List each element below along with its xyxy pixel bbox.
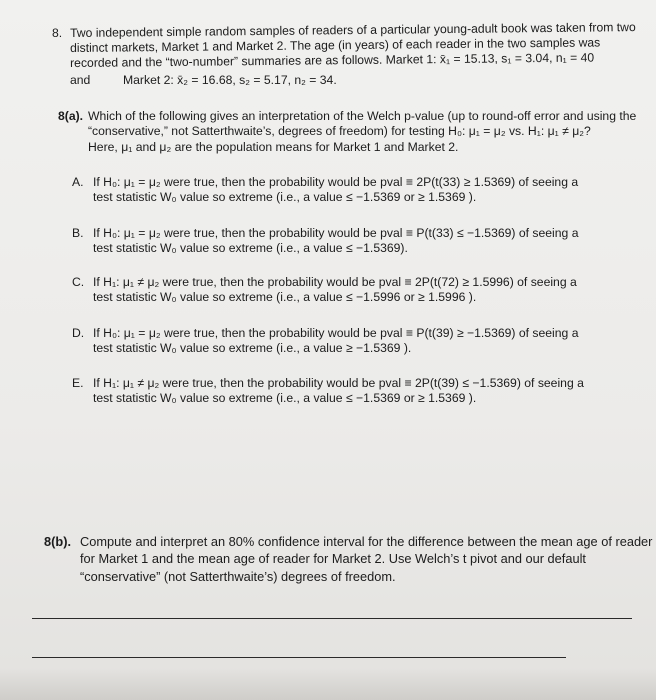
q8-line-1: Two independent simple random samples of readers of a particular young-adult book was taken from two	[70, 20, 636, 40]
option-b-letter: B.	[72, 226, 84, 240]
page-bottom-shadow	[0, 668, 656, 700]
option-b-line-2: test statistic W₀ value so extreme (i.e., a value ≤ −1.5369).	[93, 241, 408, 255]
option-e-line-2: test statistic W₀ value so extreme (i.e., a value ≤ −1.5369 or ≥ 1.5369 ).	[93, 391, 477, 405]
q8b-line-3: “conservative” (not Satterthwaite’s) degrees of freedom.	[80, 569, 396, 584]
option-e-line-1: If H₁: μ₁ ≠ μ₂ were true, then the probability would be pval ≡ 2P(t(39) ≤ −1.5369) of seeing a	[93, 376, 584, 390]
answer-line-2[interactable]	[32, 657, 566, 658]
option-d-line-1: If H₀: μ₁ = μ₂ were true, then the probability would be pval ≡ P(t(39) ≥ −1.5369) of seeing a	[93, 326, 579, 340]
q8b-label: 8(b).	[44, 534, 72, 549]
q8a-label: 8(a).	[58, 109, 84, 123]
q8-number: 8.	[52, 26, 63, 40]
q8b-line-1: Compute and interpret an 80% confidence interval for the difference between the mean age of reader	[80, 534, 653, 549]
option-c-line-2: test statistic W₀ value so extreme (i.e., a value ≤ −1.5996 or ≥ 1.5996 ).	[93, 290, 477, 304]
q8-line-3: recorded and the “two-number” summaries are as follows. Market 1: x̄₁ = 15.13, s₁ = 3.04, n₁ = 40	[70, 50, 595, 70]
option-d-line-2: test statistic W₀ value so extreme (i.e., a value ≥ −1.5369 ).	[93, 341, 412, 355]
option-c-letter: C.	[72, 275, 85, 289]
option-b-line-1: If H₀: μ₁ = μ₂ were true, then the probability would be pval ≡ P(t(33) ≤ −1.5369) of seeing a	[93, 226, 579, 240]
option-c-line-1: If H₁: μ₁ ≠ μ₂ were true, then the probability would be pval ≡ 2P(t(72) ≥ 1.5996) of seeing a	[93, 275, 577, 289]
q8a-line-1: Which of the following gives an interpretation of the Welch p-value (up to round-off error and using the	[88, 109, 637, 123]
option-a-line-1: If H₀: μ₁ = μ₂ were true, then the probability would be pval ≡ 2P(t(33) ≥ 1.5369) of seeing a	[93, 175, 579, 189]
q8-line-2: distinct markets, Market 1 and Market 2. The age (in years) of each reader in the two samples was	[70, 35, 601, 55]
q8-line-4-and: and	[70, 73, 91, 87]
option-e-letter: E.	[72, 376, 84, 390]
option-d-letter: D.	[72, 326, 85, 340]
option-a-line-2: test statistic W₀ value so extreme (i.e., a value ≤ −1.5369 or ≥ 1.5369 ).	[93, 190, 477, 204]
q8a-line-3: Here, μ₁ and μ₂ are the population means for Market 1 and Market 2.	[88, 140, 459, 154]
q8a-line-2: “conservative,” not Satterthwaite’s, degrees of freedom) for testing H₀: μ₁ = μ₂ vs. H₁: μ₁ ≠ μ₂?	[88, 124, 591, 138]
option-a-letter: A.	[72, 175, 84, 189]
answer-line-1[interactable]	[32, 618, 632, 619]
q8b-line-2: for Market 1 and the mean age of reader for Market 2. Use Welch’s t pivot and our default	[80, 551, 586, 566]
q8-line-4-market2: Market 2: x̄₂ = 16.68, s₂ = 5.17, n₂ = 34.	[123, 73, 337, 87]
